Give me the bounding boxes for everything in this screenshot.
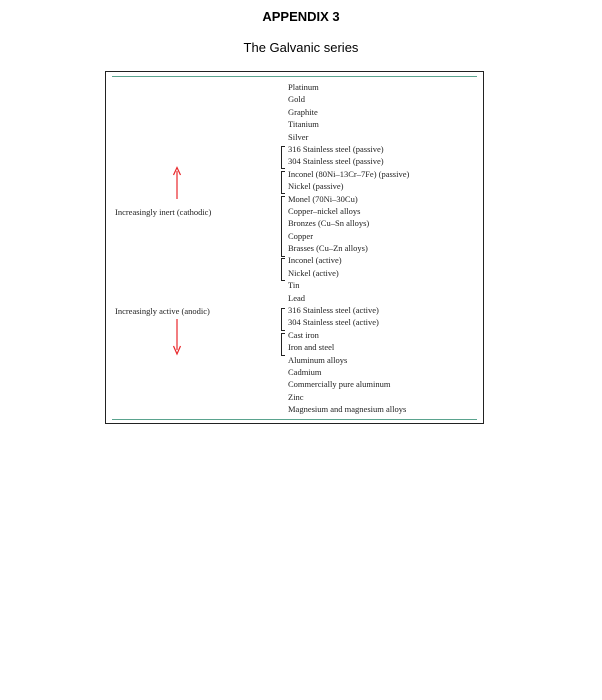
series-item: Copper–nickel alloys [288, 205, 361, 216]
series-item: 304 Stainless steel (passive) [288, 156, 384, 167]
series-item: Titanium [288, 119, 319, 130]
series-item: Copper [288, 230, 314, 241]
top-rule [112, 76, 477, 77]
series-item: Nickel (active) [288, 267, 339, 278]
active-label: Increasingly active (anodic) [115, 306, 210, 316]
series-item: 316 Stainless steel (passive) [288, 143, 384, 154]
figure-subtitle: The Galvanic series [243, 40, 359, 55]
down-arrow-icon [172, 318, 182, 356]
series-item: Iron and steel [288, 342, 335, 353]
series-item: Graphite [288, 106, 318, 117]
series-item: Commercially pure aluminum [288, 379, 391, 390]
appendix-title: APPENDIX 3 [262, 9, 340, 24]
series-item: Brasses (Cu–Zn alloys) [288, 243, 368, 254]
bracket-stainless-active [281, 308, 285, 331]
series-item: Monel (70Ni–30Cu) [288, 193, 358, 204]
series-item: Silver [288, 131, 309, 142]
series-item: 316 Stainless steel (active) [288, 305, 379, 316]
series-item: Aluminum alloys [288, 354, 348, 365]
bracket-iron [281, 333, 285, 356]
series-item: Lead [288, 292, 305, 303]
inert-label: Increasingly inert (cathodic) [115, 207, 212, 217]
series-item: Cast iron [288, 329, 319, 340]
galvanic-series-list [288, 81, 409, 416]
series-item: Bronzes (Cu–Sn alloys) [288, 218, 370, 229]
bracket-stainless-passive [281, 146, 285, 169]
up-arrow-icon [172, 166, 182, 200]
series-item: Zinc [288, 391, 304, 402]
series-item: Gold [288, 94, 305, 105]
series-item: 304 Stainless steel (active) [288, 317, 379, 328]
bracket-copper-alloys [281, 196, 285, 257]
bracket-inconel-nickel-passive [281, 171, 285, 194]
series-item: Inconel (80Ni–13Cr–7Fe) (passive) [288, 168, 410, 179]
series-item: Tin [288, 280, 300, 291]
series-item: Cadmium [288, 366, 322, 377]
series-item: Platinum [288, 82, 319, 92]
series-item: Inconel (active) [288, 255, 342, 266]
bottom-rule [112, 419, 477, 420]
series-item: Magnesium and magnesium alloys [288, 404, 407, 415]
series-item: Nickel (passive) [288, 181, 344, 192]
bracket-inconel-nickel-active [281, 258, 285, 281]
